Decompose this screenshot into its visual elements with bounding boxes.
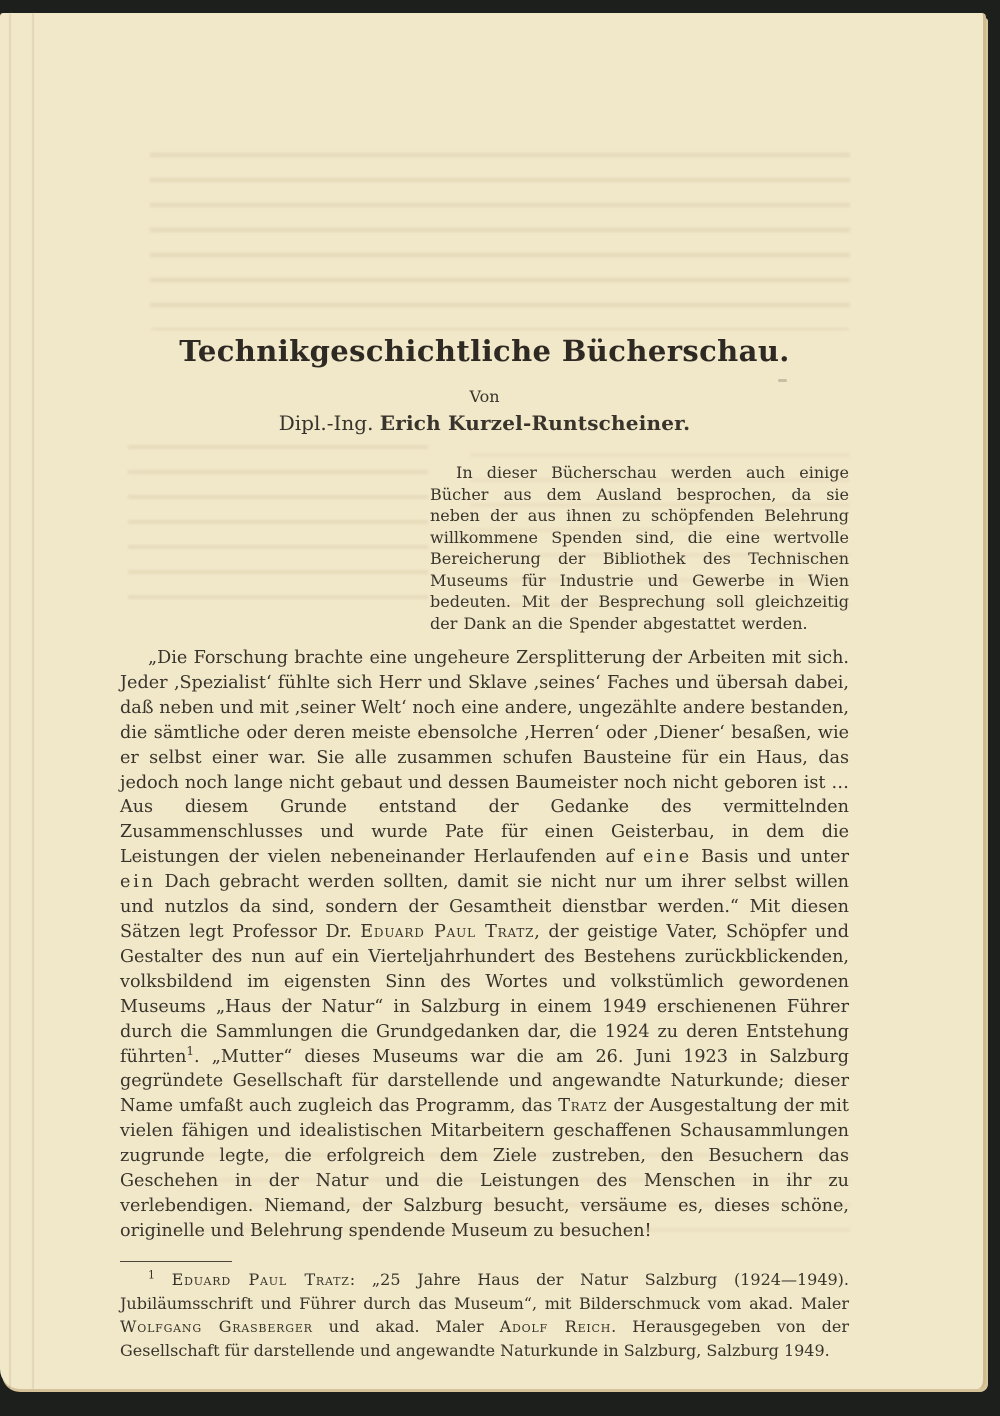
- page-gutter-crease: [9, 13, 12, 1389]
- page-gutter-crease: [32, 13, 35, 1389]
- footnote-paragraph: $^1$ Eduard Paul Tratz: „25 Jahre Haus der Natur Salzburg (1924—1949). Jubiläumsschrift und Führer durch das Museum“, mit Bilderschmuck vom akad. Maler Wolfgang Grasberger und akad. Maler Adolf Reich. Herausgegeben von der Gesellschaft für darstellende und angewandte Naturkunde in Salzburg, Salzburg 1949.: [120, 1269, 850, 1360]
- abstract-paragraph: In dieser Bücherschau werden auch einige Bücher aus dem Ausland besprochen, da sie neben der aus ihnen zu schöpfenden Belehrung willkommene Spenden sind, die eine wertvolle Bereicherung der Bibliothek des Technischen Museums für Industrie und Gewerbe in Wien bedeuten. Mit der Besprechung soll gleichzeitig der Dank an die Spender abgestattet werden.: [430, 463, 849, 633]
- page-content: [120, 0, 849, 1378]
- article-title: Technikgeschichtliche Bücherschau.: [179, 334, 790, 368]
- byline-prefix: Von: [469, 387, 500, 406]
- footnote-separator-rule: [120, 1261, 232, 1262]
- author-name: Erich Kurzel-Runtscheiner.: [379, 411, 691, 435]
- body-paragraph: „Die Forschung brachte eine ungeheure Zersplitterung der Arbeiten mit sich. Jeder ‚Spezialist‘ fühlte sich Herr und Sklave ‚seines‘ Faches und übersah dabei, daß neben und mit ‚seiner Welt‘ noch eine andere, ungezählte andere bestanden, die sämtliche oder deren meiste ebensolche ‚Herren‘ oder ‚Diener‘ besaßen, wie er selbst einer war. Sie alle zusammen schufen Bausteine für ein Haus, das jedoch noch lange nicht gebaut und dessen Baumeister noch nicht geboren ist … Aus diesem Grunde entstand der Gedanke des vermittelnden Zusammenschlusses und wurde Pate für einen Geisterbau, in dem die Leistungen der vielen nebeneinander Herlaufenden auf eine Basis und unter ein Dach gebracht werden sollten, damit sie nicht nur um ihrer selbst willen und nutzlos da sind, sondern der Gesamtheit dienstbar werden.“ Mit diesen Sätzen legt Professor Dr. Eduard Paul Tratz, der geistige Vater, Schöpfer und Gestalter des nun auf ein Vierteljahrhundert des Bestehens zurückblickenden, volksbildend im eigensten Sinn des Wortes und volkstümlich gewordenen Museums „Haus der Natur“ in Salzburg in einem 1949 erschienenen Führer durch die Sammlungen die Grundgedanken dar, die 1924 zu deren Entstehung führten$^1$. „Mutter“ dieses Museums war die am 26. Juni 1923 in Salzburg gegründete Gesellschaft für darstellende und angewandte Naturkunde; dieser Name umfaßt auch zugleich das Programm, das Tratz der Ausgestaltung der mit vielen fähigen und idealistischen Mitarbeitern geschaffenen Schausammlungen zugrunde legte, die erfolgreich dem Ziele zustreben, den Besuchern das Geschehen in der Natur und die Leistungen des Menschen in ihr zu verlebendigen. Niemand, der Salzburg besucht, versäume es, dieses schöne, originelle und Belehrung spendende Museum zu besuchen!: [120, 648, 849, 1241]
- author-line: [120, 412, 849, 434]
- author-degree: Dipl.-Ing.: [278, 411, 380, 435]
